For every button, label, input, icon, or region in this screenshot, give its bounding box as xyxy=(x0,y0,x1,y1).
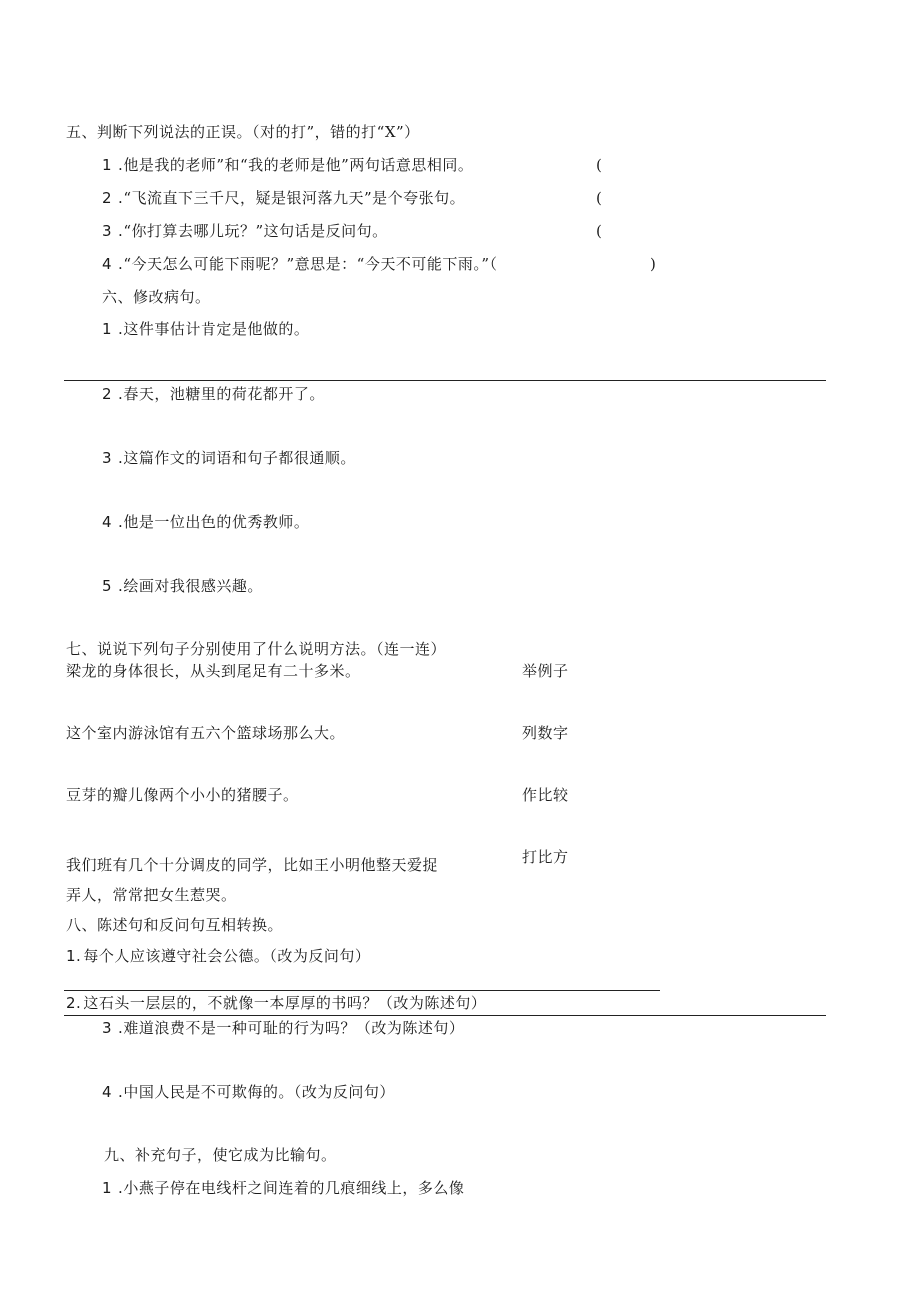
answer-paren: ( xyxy=(596,156,603,174)
answer-line xyxy=(64,990,660,991)
item-text: .“飞流直下三千尺，疑是银河落九天”是个夸张句。 xyxy=(118,189,466,207)
item-number: 5 xyxy=(102,577,113,595)
item-number: 3 xyxy=(102,1019,113,1037)
method-1: 举例子 xyxy=(522,662,569,680)
sentence-3: 豆芽的瓣儿像两个小小的猪腰子。 xyxy=(66,786,299,804)
correction-item-1 xyxy=(102,319,309,339)
convert-item-1 xyxy=(66,946,370,966)
item-text: 这石头一层层的，不就像一本厚厚的书吗？（改为陈述句） xyxy=(83,994,487,1012)
answer-line xyxy=(64,1015,826,1016)
judge-item-3 xyxy=(102,221,388,241)
section9-title: 九、补充句子，使它成为比输句。 xyxy=(104,1146,337,1164)
section6-title: 六、修改病句。 xyxy=(102,288,211,306)
item-number: 1 xyxy=(102,1179,113,1197)
convert-item-2 xyxy=(66,993,486,1013)
section7-title: 七、说说下列句子分别使用了什么说明方法。（连一连） xyxy=(66,640,447,658)
answer-paren: ) xyxy=(650,255,657,273)
item-number: 1. xyxy=(66,947,82,965)
item-number: 2 xyxy=(102,385,113,403)
item-number: 3 xyxy=(102,449,113,467)
correction-item-3 xyxy=(102,448,356,468)
item-text: .春天，池糖里的荷花都开了。 xyxy=(118,385,325,403)
judge-item-4 xyxy=(102,254,498,274)
item-text: .绘画对我很感兴趣。 xyxy=(118,577,263,595)
item-text: .中国人民是不可欺侮的。（改为反问句） xyxy=(118,1083,395,1101)
item-number: 1 xyxy=(102,320,113,338)
item-number: 2 xyxy=(102,189,113,207)
item-number: 4 xyxy=(102,513,113,531)
section5-title: 五、判断下列说法的正误。（对的打”，错的打“X”） xyxy=(66,123,420,141)
sentence-4-cont: 弄人，常常把女生惹哭。 xyxy=(66,886,237,904)
correction-item-5 xyxy=(102,576,263,596)
item-number: 1 xyxy=(102,156,113,174)
method-4: 打比方 xyxy=(522,848,569,866)
sentence-2: 这个室内游泳馆有五六个篮球场那么大。 xyxy=(66,724,346,742)
answer-line xyxy=(64,380,826,381)
convert-item-3 xyxy=(102,1018,464,1038)
answer-paren: ( xyxy=(596,222,603,240)
item-text: .他是我的老师”和“我的老师是他”两句话意思相同。 xyxy=(118,156,474,174)
correction-item-2 xyxy=(102,384,325,404)
method-2: 列数字 xyxy=(522,724,569,742)
section8-title: 八、陈述句和反问句互相转换。 xyxy=(66,916,284,934)
judge-item-1 xyxy=(102,155,473,175)
item-text: 每个人应该遵守社会公德。（改为反问句） xyxy=(83,947,371,965)
sentence-1: 梁龙的身体很长，从头到尾足有二十多米。 xyxy=(66,662,361,680)
item-number: 4 xyxy=(102,1083,113,1101)
correction-item-4 xyxy=(102,512,309,532)
item-text: .小燕子停在电线杆之间连着的几痕细线上，多么像 xyxy=(118,1179,465,1197)
answer-paren: ( xyxy=(596,189,603,207)
judge-item-2 xyxy=(102,188,465,208)
item-number: 2. xyxy=(66,994,82,1012)
item-text: .这篇作文的词语和句子都很通顺。 xyxy=(118,449,356,467)
simile-item-1 xyxy=(102,1178,464,1198)
sentence-4: 我们班有几个十分调皮的同学，比如王小明他整天爱捉 xyxy=(66,856,439,874)
convert-item-4 xyxy=(102,1082,395,1102)
item-number: 3 xyxy=(102,222,113,240)
item-number: 4 xyxy=(102,255,113,273)
item-text: .“你打算去哪儿玩？”这句话是反问句。 xyxy=(118,222,388,240)
item-text: .这件事估计肯定是他做的。 xyxy=(118,320,310,338)
method-3: 作比较 xyxy=(522,786,569,804)
item-text: .他是一位出色的优秀教师。 xyxy=(118,513,310,531)
item-text: .“今天怎么可能下雨呢？”意思是：“今天不可能下雨。”（ xyxy=(118,255,498,273)
item-text: .难道浪费不是一种可耻的行为吗？（改为陈述句） xyxy=(118,1019,465,1037)
